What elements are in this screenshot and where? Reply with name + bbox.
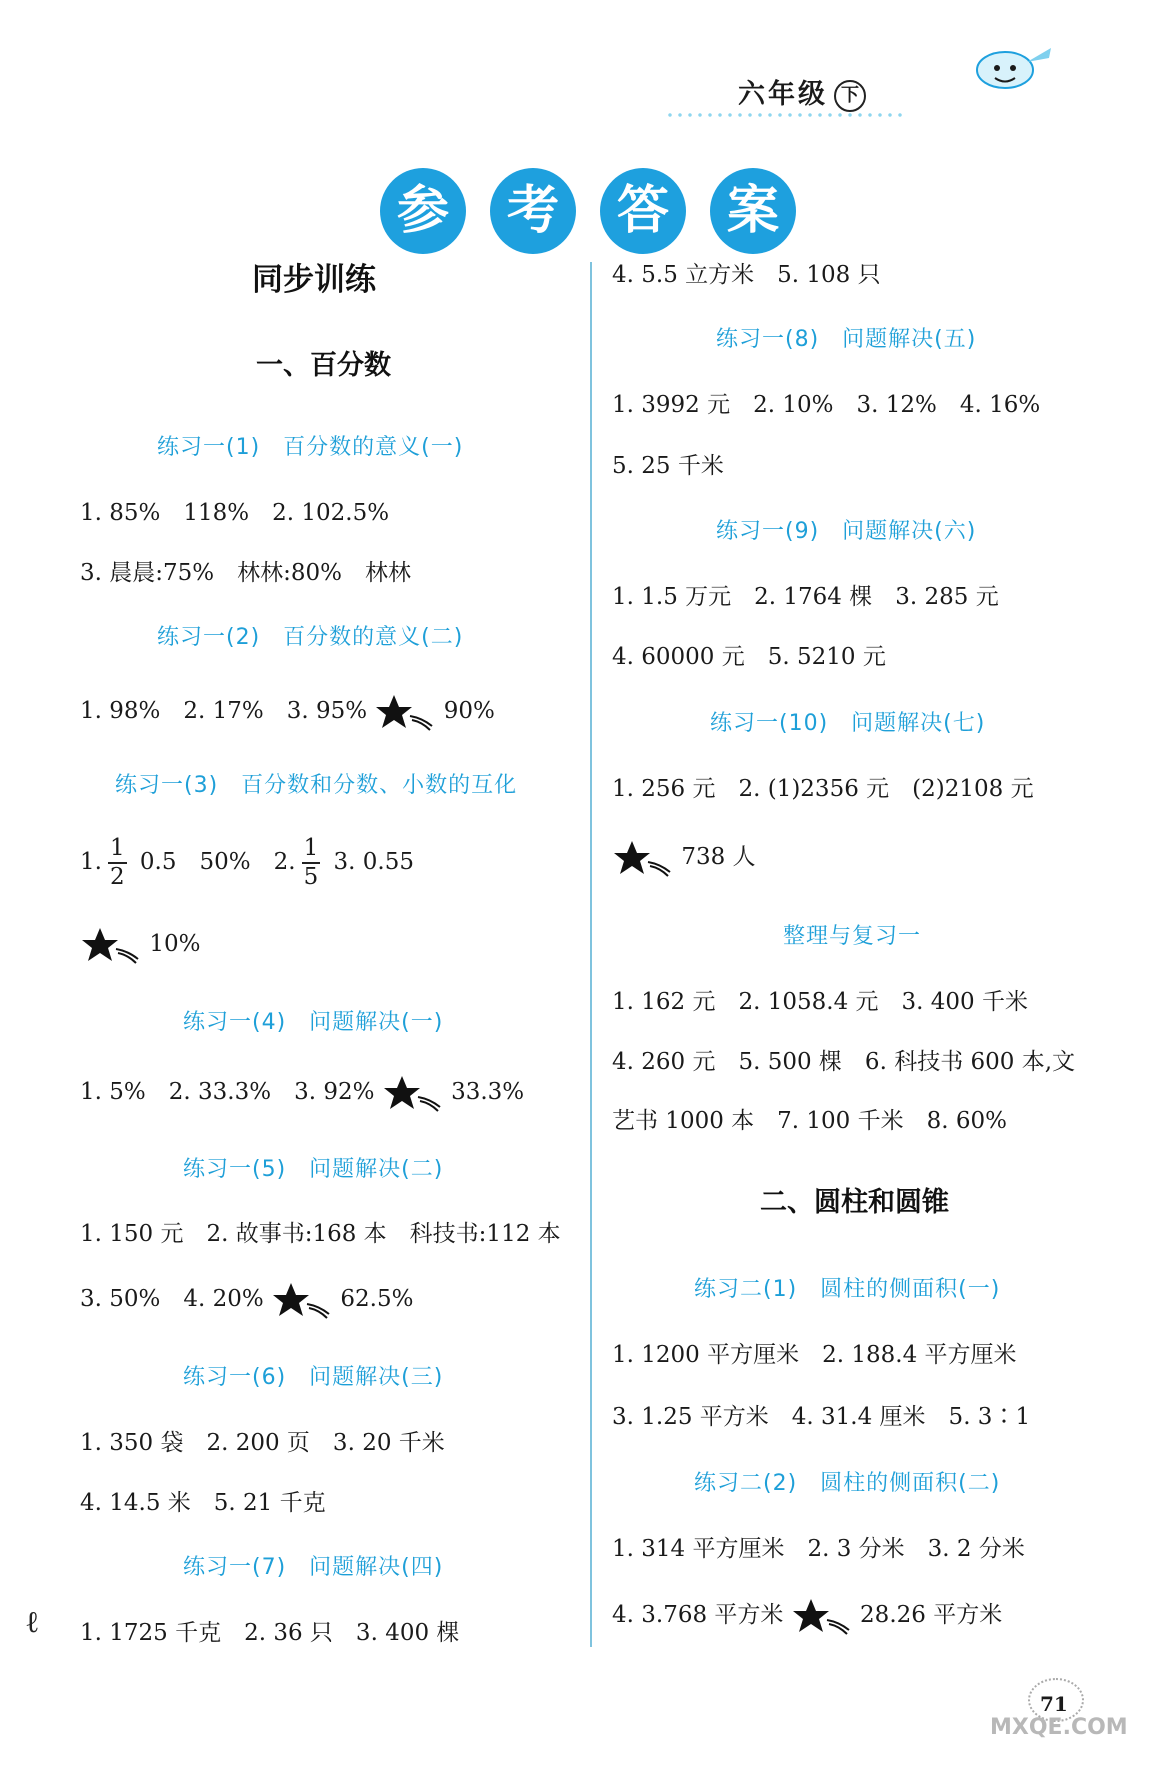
exercise-title: 练习一(5) 问题解决(二) xyxy=(183,1157,444,1182)
answer-line: 4. 14.5 米 5. 21 千克 xyxy=(80,1490,326,1516)
grade-label: 六年级 下 xyxy=(738,72,866,112)
answer-line: 1. 162 元 2. 1058.4 元 3. 400 千米 xyxy=(612,989,1028,1015)
answer-line: 1. 3992 元 2. 10% 3. 12% 4. 16% xyxy=(612,392,1041,418)
header-dotted-line xyxy=(665,113,905,117)
answer-line: 1. 150 元 2. 故事书:168 本 科技书:112 本 xyxy=(80,1221,561,1247)
answer-line: 1. 5% 2. 33.3% 3. 92% 33.3% xyxy=(80,1073,524,1113)
exercise-title: 练习一(3) 百分数和分数、小数的互化 xyxy=(115,773,518,798)
answer-line: 艺书 1000 本 7. 100 千米 8. 60% xyxy=(612,1108,1007,1134)
exercise-title: 练习一(7) 问题解决(四) xyxy=(183,1555,444,1580)
page-number: 71 xyxy=(1040,1692,1068,1716)
answer-line: 5. 25 千米 xyxy=(612,453,724,479)
answer-line: 1. 1.5 万元 2. 1764 棵 3. 285 元 xyxy=(612,584,999,610)
title-char: 参 xyxy=(380,168,466,254)
chapter-heading: 二、圆柱和圆锥 xyxy=(760,1187,949,1218)
answer-line: 1. 314 平方厘米 2. 3 分米 3. 2 分米 xyxy=(612,1536,1025,1562)
star-icon xyxy=(612,838,674,878)
cartoon-boy-icon xyxy=(965,40,1055,96)
exercise-title: 练习一(2) 百分数的意义(二) xyxy=(157,625,464,650)
answer-line: 3. 晨晨:75% 林林:80% 林林 xyxy=(80,560,411,586)
star-icon xyxy=(791,1596,853,1636)
exercise-title: 练习一(9) 问题解决(六) xyxy=(716,519,977,544)
answer-line: 1. 350 袋 2. 200 页 3. 20 千米 xyxy=(80,1430,445,1456)
answer-line: 4. 5.5 立方米 5. 108 只 xyxy=(612,262,881,288)
section-heading: 同步训练 xyxy=(252,262,376,298)
exercise-title: 练习一(1) 百分数的意义(一) xyxy=(157,435,464,460)
title-char: 案 xyxy=(710,168,796,254)
star-icon xyxy=(80,925,142,965)
answer-line: 3. 50% 4. 20% 62.5% xyxy=(80,1280,413,1320)
star-icon xyxy=(374,692,436,732)
fraction: $\frac{1}{5}$ xyxy=(303,835,319,890)
star-icon xyxy=(382,1073,444,1113)
title-char: 答 xyxy=(600,168,686,254)
answer-line: 4. 3.768 平方米 28.26 平方米 xyxy=(612,1596,1002,1636)
answer-line: 738 人 xyxy=(612,838,756,878)
answer-line: 3. 1.25 平方米 4. 31.4 厘米 5. 3∶1 xyxy=(612,1404,1031,1430)
exercise-title: 练习二(1) 圆柱的侧面积(一) xyxy=(694,1277,1001,1302)
watermark: MXQE.COM xyxy=(990,1715,1128,1740)
fraction: $\frac{1}{2}$ xyxy=(109,835,125,890)
star-icon xyxy=(271,1280,333,1320)
answer-line: 4. 60000 元 5. 5210 元 xyxy=(612,644,886,670)
answer-line: 1. 98% 2. 17% 3. 95% 90% xyxy=(80,692,495,732)
exercise-title: 练习一(6) 问题解决(三) xyxy=(183,1365,444,1390)
title-char: 考 xyxy=(490,168,576,254)
exercise-title: 整理与复习一 xyxy=(783,924,922,949)
answer-line: 1. 1725 千克 2. 36 只 3. 400 棵 xyxy=(80,1620,460,1646)
answer-line: 1. 256 元 2. (1)2356 元 (2)2108 元 xyxy=(612,776,1034,802)
exercise-title: 练习一(10) 问题解决(七) xyxy=(710,711,986,736)
column-divider xyxy=(590,262,592,1647)
chapter-heading: 一、百分数 xyxy=(256,350,391,381)
exercise-title: 练习一(4) 问题解决(一) xyxy=(183,1010,444,1035)
margin-mark: ℓ xyxy=(25,1605,40,1640)
answer-line: 4. 260 元 5. 500 棵 6. 科技书 600 本,文 xyxy=(612,1049,1076,1075)
exercise-title: 练习二(2) 圆柱的侧面积(二) xyxy=(694,1471,1001,1496)
volume-badge: 下 xyxy=(834,80,866,112)
answer-line: 1. $\frac{1}{2}$ 0.5 50% 2. $\frac{1}{5}$ 3. 0.55 xyxy=(80,835,414,890)
answer-line: 1. 1200 平方厘米 2. 188.4 平方厘米 xyxy=(612,1342,1017,1368)
exercise-title: 练习一(8) 问题解决(五) xyxy=(716,327,977,352)
answer-line: 1. 85% 118% 2. 102.5% xyxy=(80,500,390,526)
answer-line: 10% xyxy=(80,925,200,965)
